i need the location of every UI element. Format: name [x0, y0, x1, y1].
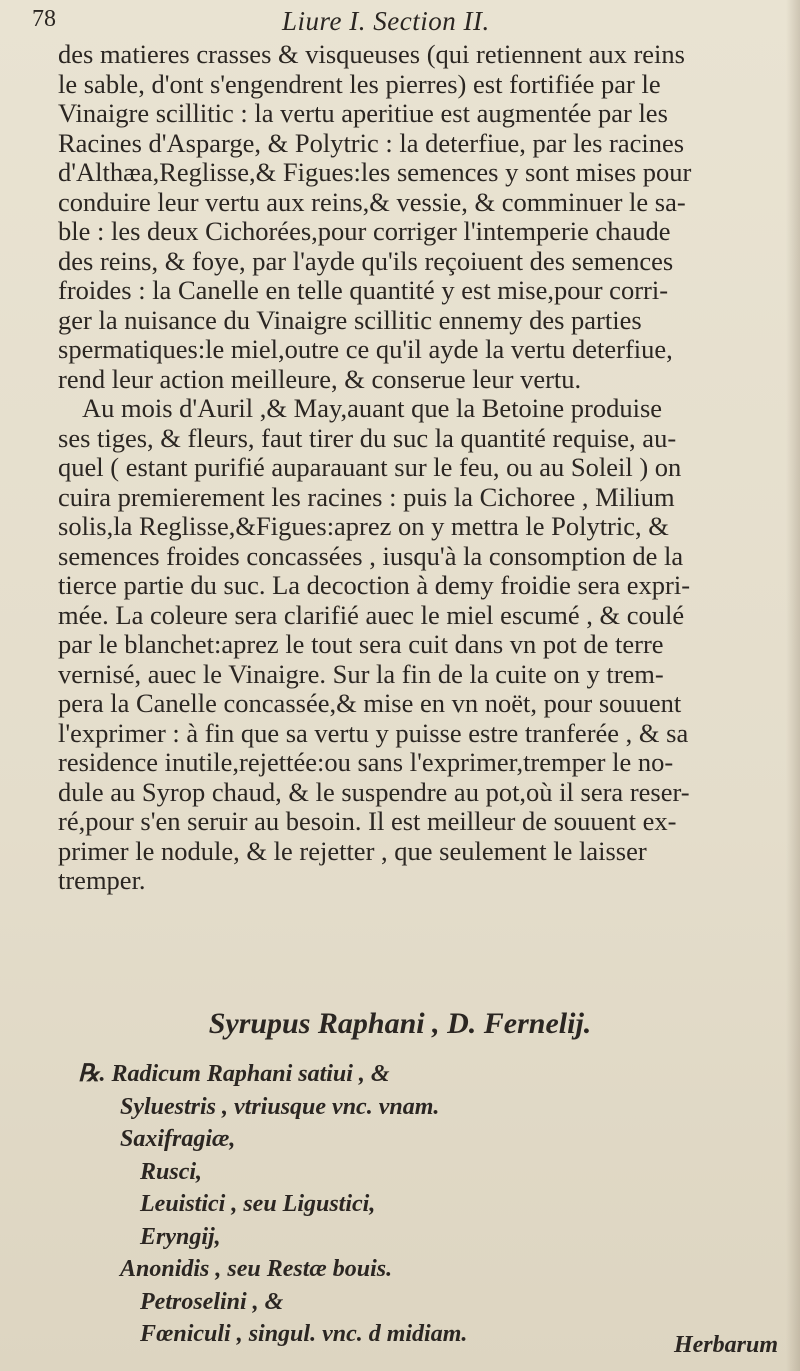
text-line: cuira premierement les racines : puis la Cichoree , Milium	[58, 481, 675, 512]
text-line: ger la nuisance du Vinaigre scillitic ennemy des parties	[58, 304, 642, 335]
recipe-line: Rusci,	[140, 1158, 203, 1185]
text-line: par le blanchet:aprez le tout sera cuit dans vn pot de terre	[58, 629, 664, 659]
text-line: ses tiges, & fleurs, faut tirer du suc la quantité requise, au-	[58, 422, 677, 453]
text-line: Au mois d'Auril ,& May,auant que la Betoine produise	[82, 393, 663, 423]
text-line: Vinaigre scillitic : la vertu aperitiue est augmentée par les	[58, 98, 668, 128]
text-line: des reins, & foye, par l'ayde qu'ils reçoiuent des semences	[58, 245, 674, 276]
text-line: ble : les deux Cichorées,pour corriger l'intemperie chaude	[58, 216, 671, 246]
text-line: solis,la Reglisse,&Figues:aprez on y mettra le Polytric, &	[58, 511, 669, 541]
text-line: vernisé, auec le Vinaigre. Sur la fin de la cuite on y trem-	[58, 658, 664, 689]
recipe-list	[78, 1058, 778, 1351]
text-line: residence inutile,rejettée:ou sans l'exprimer,tremper le no-	[58, 747, 674, 777]
catchword: Herbarum	[673, 1332, 778, 1358]
text-line: d'Althæa,Reglisse,& Figues:les semences y sont mises pour	[58, 157, 692, 187]
text-line: des matieres crasses & visqueuses (qui retiennent aux reins	[58, 39, 685, 69]
text-line: rend leur action meilleure, & conserue leur vertu.	[58, 363, 582, 394]
recipe-line: ℞. Radicum Raphani satiui , &	[78, 1061, 390, 1087]
body-text	[58, 40, 798, 896]
text-line: semences froides concassées , iusqu'à la consomption de la	[58, 540, 684, 571]
text-line: tremper.	[58, 865, 146, 895]
text-line: quel ( estant purifié auparauant sur le feu, ou au Soleil ) on	[58, 452, 682, 482]
text-line: l'exprimer : à fin que sa vertu y puisse estre tranferée , & sa	[58, 717, 689, 748]
page-header	[22, 6, 770, 40]
recipe-line: Anonidis , seu Restæ bouis.	[120, 1256, 393, 1282]
text-line: froides : la Canelle en telle quantité y est mise,pour corri-	[58, 275, 669, 305]
text-line: conduire leur vertu aux reins,& vessie, & comminuer le sa-	[58, 186, 686, 217]
text-line: dule au Syrop chaud, & le suspendre au pot,où il sera reser-	[58, 776, 690, 807]
recipe-line: Leuistici , seu Ligustici,	[140, 1191, 376, 1217]
text-line: ré,pour s'en seruir au besoin. Il est meilleur de souuent ex-	[58, 806, 677, 836]
recipe-line: Petroselini , &	[140, 1288, 284, 1315]
recipe-line: Eryngij,	[140, 1223, 221, 1250]
recipe-heading: Syrupus Raphani , D. Fernelij.	[208, 1007, 592, 1040]
text-line: primer le nodule, & le rejetter , que seulement le laisser	[58, 835, 647, 866]
text-line: le sable, d'ont s'engendrent les pierres) est fortifiée par le	[58, 68, 661, 99]
recipe-line: Fœniculi , singul. vnc. d midiam.	[140, 1321, 468, 1347]
text-line: mée. La coleure sera clarifié auec le miel escumé , & coulé	[58, 599, 685, 630]
text-line: pera la Canelle concassée,& mise en vn noët, pour souuent	[58, 688, 682, 718]
running-title: Liure I. Section II.	[282, 6, 490, 36]
page-number: 78	[32, 6, 56, 32]
recipe-line: Syluestris , vtriusque vnc. vnam.	[120, 1093, 440, 1120]
text-line: tierce partie du suc. La decoction à demy froidie sera expri-	[58, 570, 691, 600]
text-line: Racines d'Asparge, & Polytric : la deterfiue, par les racines	[58, 127, 685, 158]
text-line: spermatiques:le miel,outre ce qu'il ayde la vertu deterfiue,	[58, 334, 673, 364]
recipe-line: Saxifragiæ,	[120, 1126, 236, 1152]
